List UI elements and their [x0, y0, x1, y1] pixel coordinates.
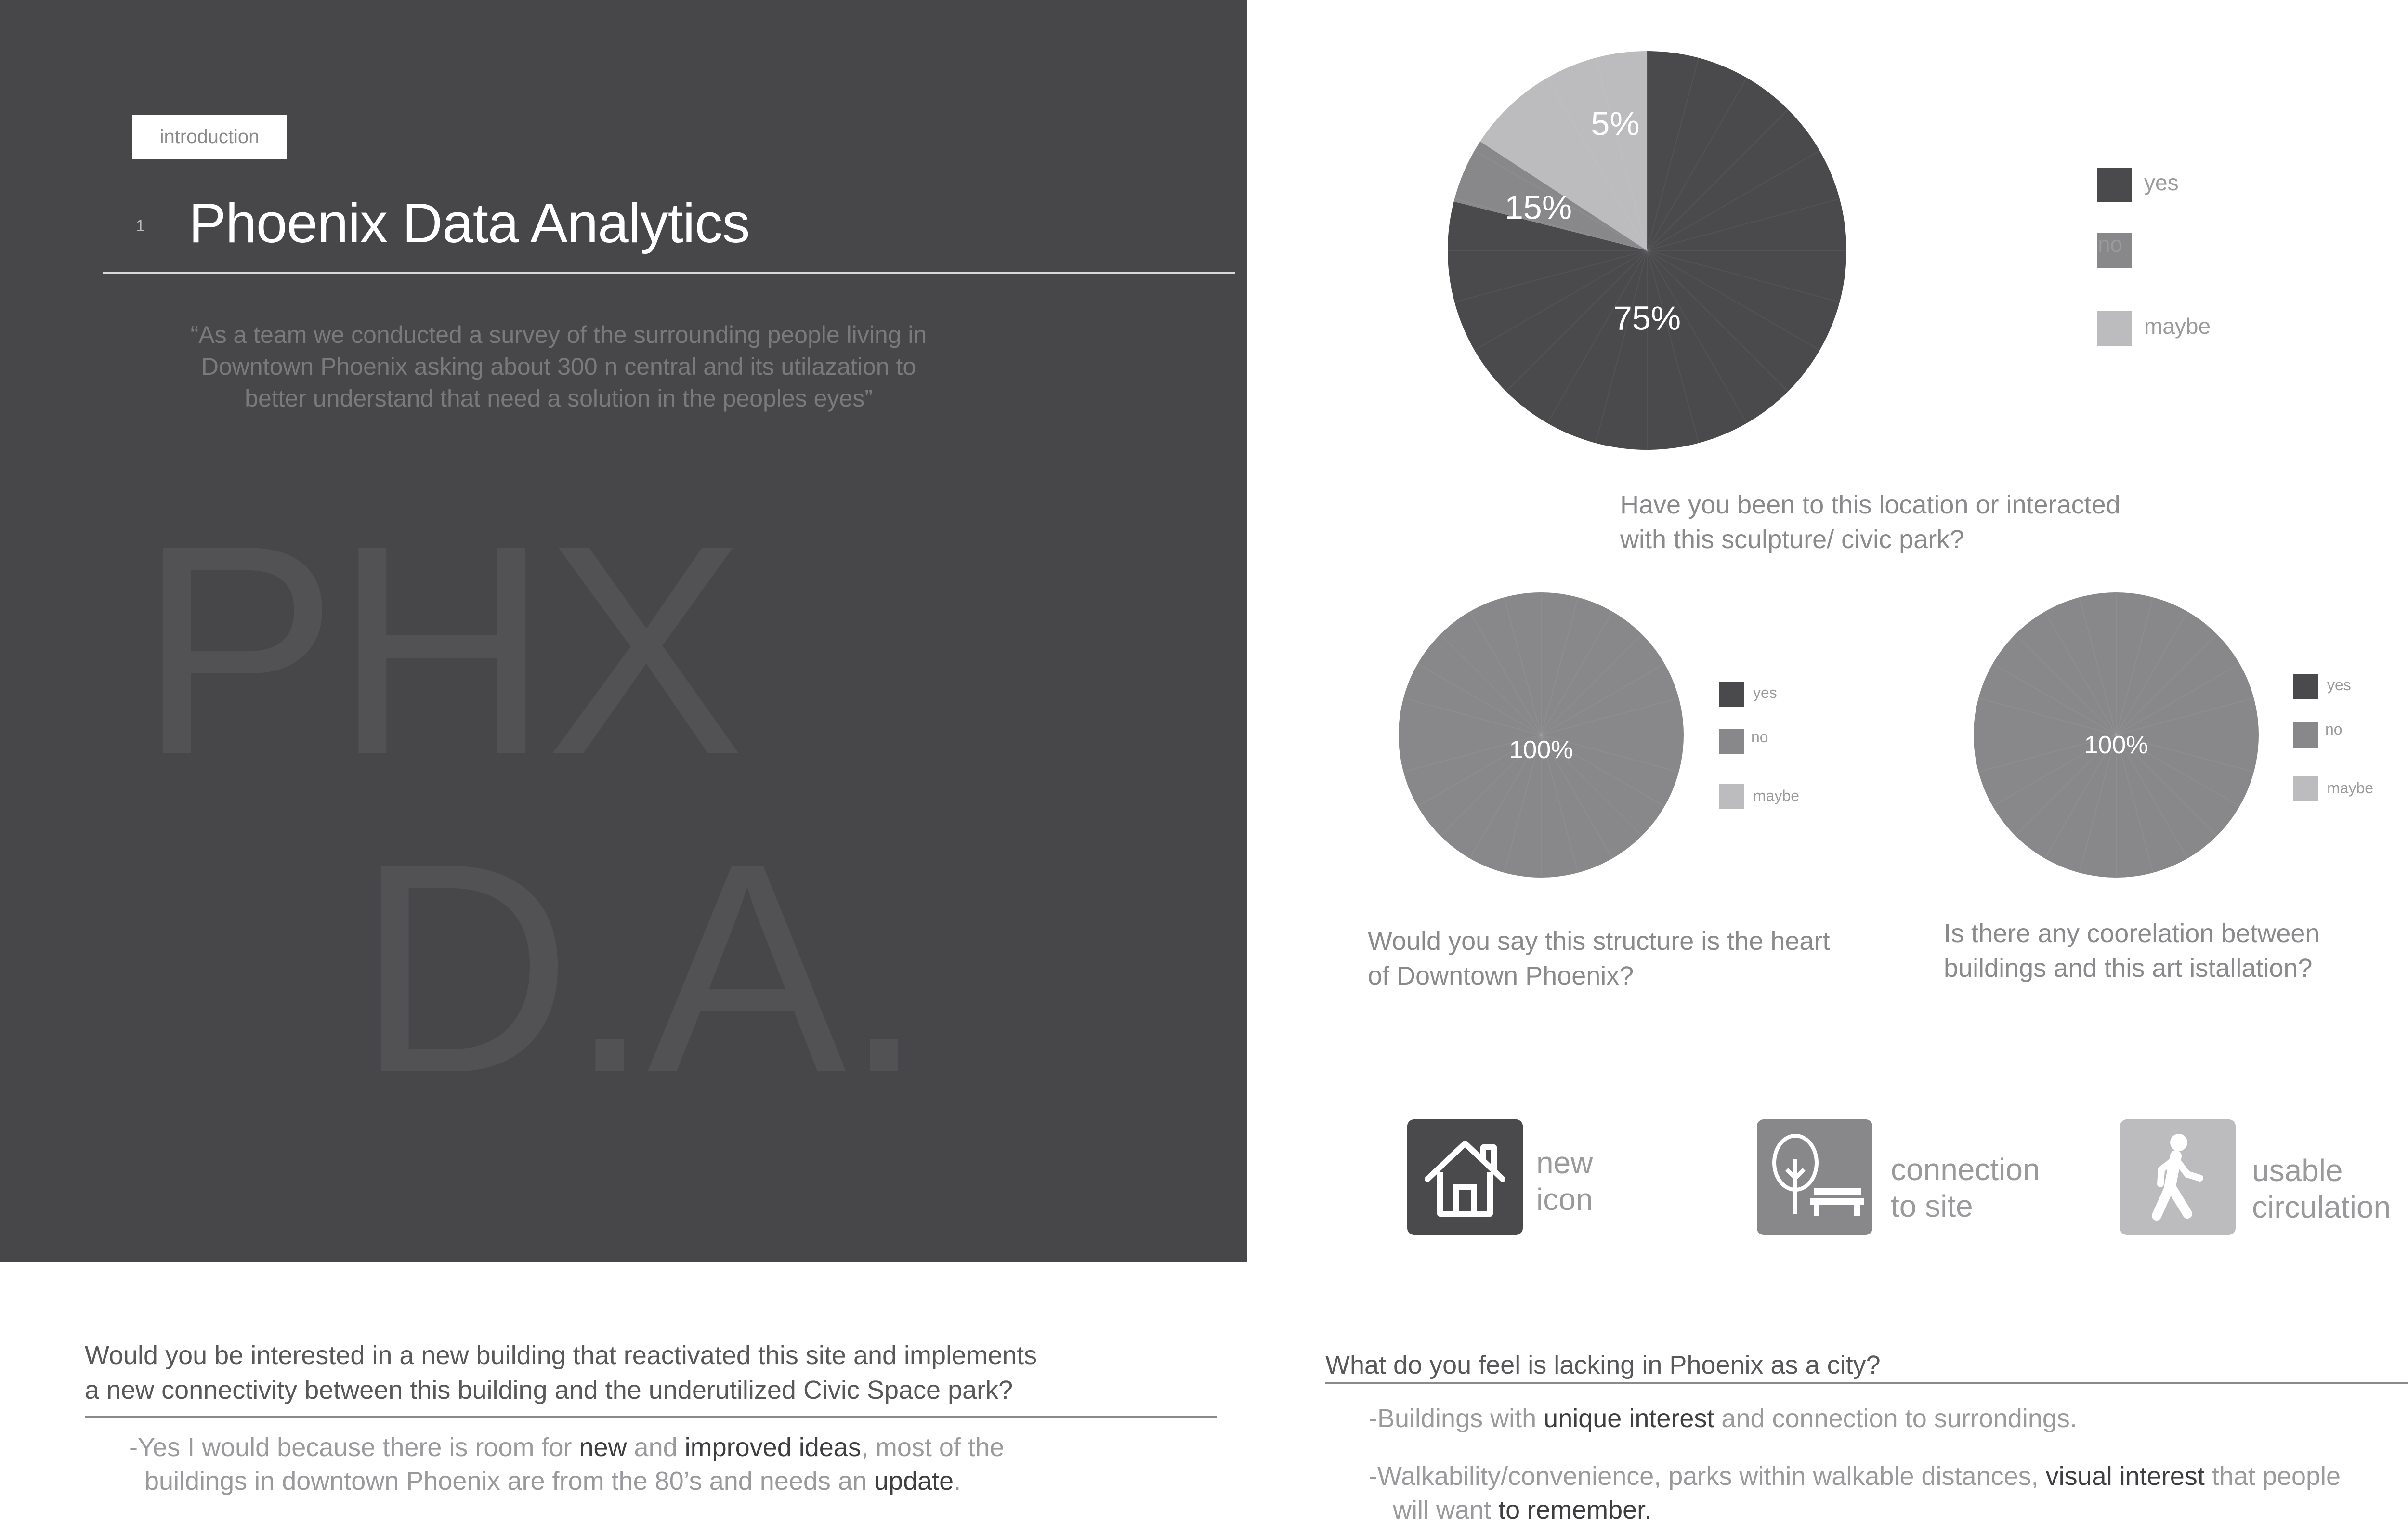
legend-swatch-yes — [2293, 674, 2318, 699]
house-icon — [1407, 1119, 1523, 1235]
tree-bench-icon — [1757, 1119, 1872, 1235]
pie-chart-correlation — [1972, 591, 2261, 880]
answer-line: -Yes I would because there is room for new and improved ideas, most of the — [129, 1433, 1004, 1462]
question-line: Have you been to this location or interacted — [1620, 490, 2120, 519]
question-line: Would you be interested in a new building that reactivated this site and implements — [85, 1341, 1037, 1370]
intro-tag: introduction — [132, 115, 287, 159]
legend-label-no: no — [2325, 721, 2343, 738]
answer-line: will want to remember. — [1393, 1496, 1652, 1524]
intro-quote — [140, 319, 978, 414]
chart-question-location — [1620, 487, 2120, 557]
legend-swatch-no — [1719, 729, 1744, 754]
question-lacking: What do you feel is lacking in Phoenix as a city? — [1325, 1351, 1881, 1379]
legend-swatch-no — [2293, 722, 2318, 748]
answer-new-building — [129, 1431, 1004, 1498]
question-line: Would you say this structure is the heart — [1368, 927, 1830, 956]
icon-caption-line: new — [1536, 1145, 1593, 1180]
question-line: of Downtown Phoenix? — [1368, 961, 1634, 990]
icon-caption-usable-circulation — [2252, 1152, 2391, 1225]
tree-bench-icon-tile — [1757, 1119, 1872, 1235]
question-divider — [1325, 1382, 2408, 1384]
page-number: 1 — [136, 217, 145, 235]
pie-data-label: 15% — [1504, 188, 1572, 226]
icon-caption-line: connection — [1891, 1152, 2040, 1187]
pie-chart-heart — [1397, 591, 1686, 880]
legend-swatch-maybe — [1719, 784, 1744, 809]
legend-swatch-yes — [1719, 682, 1744, 707]
legend-swatch-yes — [2097, 168, 2132, 202]
legend-label-yes: yes — [2327, 676, 2351, 694]
legend-label-maybe: maybe — [2327, 779, 2374, 797]
house-icon-tile — [1407, 1119, 1523, 1235]
icon-caption-connection-to-site — [1891, 1151, 2040, 1224]
question-line: a new connectivity between this building and the underutilized Civic Space park? — [85, 1376, 1013, 1405]
title-divider — [103, 272, 1235, 274]
legend-swatch-maybe — [2097, 311, 2132, 346]
answer-line: buildings in downtown Phoenix are from the 80’s and needs an update. — [144, 1467, 961, 1496]
intro-quote-line: Downtown Phoenix asking about 300 n central and its utilazation to — [201, 353, 916, 380]
legend-label-yes: yes — [1753, 684, 1777, 701]
legend-label-no: no — [1751, 728, 1768, 746]
icon-caption-new-icon — [1536, 1144, 1593, 1218]
icon-caption-line: icon — [1536, 1182, 1593, 1217]
pie-data-label: 5% — [1591, 105, 1640, 143]
pie-data-label: 75% — [1613, 299, 1681, 337]
intro-quote-line: “As a team we conducted a survey of the surrounding people living in — [190, 321, 927, 348]
question-new-building — [85, 1338, 1037, 1407]
question-divider — [85, 1416, 1217, 1418]
answer-lacking-2 — [1369, 1459, 2341, 1527]
walking-person-icon-tile — [2120, 1119, 2236, 1235]
icon-caption-line: to site — [1891, 1189, 1973, 1223]
legend-label-maybe: maybe — [2144, 314, 2211, 339]
walking-person-icon — [2120, 1119, 2236, 1235]
pie-data-label: 100% — [1509, 736, 1573, 764]
chart-question-heart — [1368, 924, 1830, 993]
icon-caption-line: circulation — [2252, 1190, 2391, 1224]
legend-swatch-maybe — [2293, 776, 2318, 801]
answer-line: -Walkability/convenience, parks within walkable distances, visual interest that people — [1369, 1462, 2341, 1491]
page-title: Phoenix Data Analytics — [189, 192, 750, 254]
answer-lacking-1: -Buildings with unique interest and connection to surrondings. — [1369, 1404, 2077, 1433]
intro-quote-line: better understand that need a solution in the peoples eyes” — [245, 385, 873, 412]
chart-question-correlation — [1944, 916, 2320, 985]
pie-chart-location — [1504, 48, 1849, 453]
question-line: buildings and this art istallation? — [1944, 954, 2313, 983]
legend-label-maybe: maybe — [1753, 787, 1800, 804]
watermark-da: D.A. — [356, 801, 922, 1135]
watermark-phx: PHX — [139, 484, 741, 817]
pie-data-label: 100% — [2084, 731, 2148, 760]
icon-caption-line: usable — [2252, 1153, 2343, 1188]
question-line: Is there any coorelation between — [1944, 919, 2320, 948]
question-line: with this sculpture/ civic park? — [1620, 525, 1964, 554]
legend-label-yes: yes — [2144, 170, 2179, 195]
legend-label-no: no — [2098, 232, 2123, 257]
